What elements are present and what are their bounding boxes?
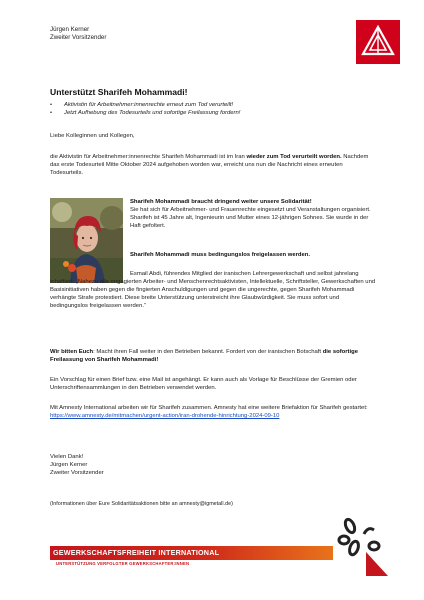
sender-name: Jürgen Kerner — [50, 26, 90, 33]
ig-metall-logo — [356, 20, 400, 64]
request-paragraph — [50, 348, 376, 364]
amnesty-text: Mit Amnesty International arbeiten wir für Sharifeh zusammen. Amnesty hat eine weitere Briefaktion für Sharifeh gestartet: — [50, 405, 368, 411]
solidarity-section — [130, 198, 376, 230]
info-note: (Informationen über Eure Solidaritätsaktionen bitte an amnesty@igmetall.de) — [50, 501, 233, 507]
greeting: Liebe Kolleginnen und Kollegen, — [50, 133, 135, 139]
request-bold: die sofortige Freilassung von Sharifeh Mohammadi! — [50, 349, 359, 363]
request-text: : Macht ihren Fall weiter in den Betrieben bekannt. Fordert von der iranischen Botschaft — [93, 349, 323, 355]
intro-text: die Aktivistin für Arbeitnehmer:innenrechte Sharifeh Mohammadi ist im Iran — [50, 154, 247, 160]
request-lead: Wir bitten Euch — [50, 349, 94, 355]
intro-bold-text: wieder zum Tod verurteilt worden. — [246, 154, 342, 160]
amnesty-link[interactable]: https://www.amnesty.de/mitmachen/urgent-action/iran-drohende-hinrichtung-2024-09-10 — [50, 413, 280, 419]
logo-mark-icon — [360, 24, 396, 60]
amnesty-paragraph — [50, 404, 376, 420]
sender-role: Zweiter Vorsitzender — [50, 34, 107, 41]
key-point: • Aktivistin für Arbeitnehmer:innenrechte erneut zum Tod verurteilt! — [50, 101, 380, 109]
intro-text-continued: Nachdem das erste Todesurteil Mitte Oktober 2024 aufgehoben worden war, erreicht uns nun die Nachricht eines erneuten Todesurteils. — [50, 154, 369, 176]
intro-paragraph — [50, 153, 376, 177]
proposal-paragraph: Ein Vorschlag für einen Brief bzw. eine Mail ist angehängt. Er kann auch als Vorlage für Beschlüsse der Gremien oder Unterschriftensammlungen in den Betrieben verwendet werden. — [50, 377, 357, 391]
closing-name: Jürgen Kerner — [50, 462, 88, 468]
closing-thanks: Vielen Dank! — [50, 454, 84, 460]
closing-block — [50, 453, 376, 477]
abdi-quote: Esmail Abdi, führendes Mitglied der iranischen Lehrergewerkschaft und selbst jahrelang inhaftiert: „Nahezu alle engagierten Arbeiter- und Menschenrechtsaktivisten, Intellektuelle, Schriftsteller, Gewerkschaften und Basisinitiativen haben gegen die fingierten Anschuldigungen und gegen die ungerechte, gegen Sharifeh Mohammadi verhängte Strafe protestiert. Diese breite Unterstützung unterstreicht ihre Glaubwürdigkeit. Sie muss sofort und bedingungslos freigelassen werden.“ — [50, 271, 376, 309]
broken-chain-icon — [330, 512, 390, 576]
key-point: • Jetzt Aufhebung des Todesurteils und sofortige Freilassung fordern! — [50, 109, 380, 117]
footer-subtitle: UNTERSTÜTZUNG VERFOLGTER GEWERKSCHAFTER:INNEN — [56, 561, 190, 566]
footer-title: GEWERKSCHAFTSFREIHEIT INTERNATIONAL — [53, 548, 220, 557]
sender-block — [50, 26, 106, 42]
closing-role: Zweiter Vorsitzender — [50, 470, 104, 476]
key-points-list — [50, 101, 380, 117]
solidarity-text: Sie hat sich für Arbeitnehmer- und Frauenrechte eingesetzt und Veranstaltungen organisiert. Sharifeh ist 45 Jahre alt, Ingenieurin und Mutter eines 12-jährigen Sohnes. Sie wurde in der Haft gefoltert. — [130, 207, 371, 229]
release-heading: Sharifeh Mohammadi muss bedingungslos freigelassen werden. — [130, 252, 311, 258]
page-title: Unterstützt Sharifeh Mohammadi! — [50, 87, 188, 97]
solidarity-heading: Sharifeh Mohammadi braucht dringend weiter unsere Solidarität! — [130, 199, 312, 205]
